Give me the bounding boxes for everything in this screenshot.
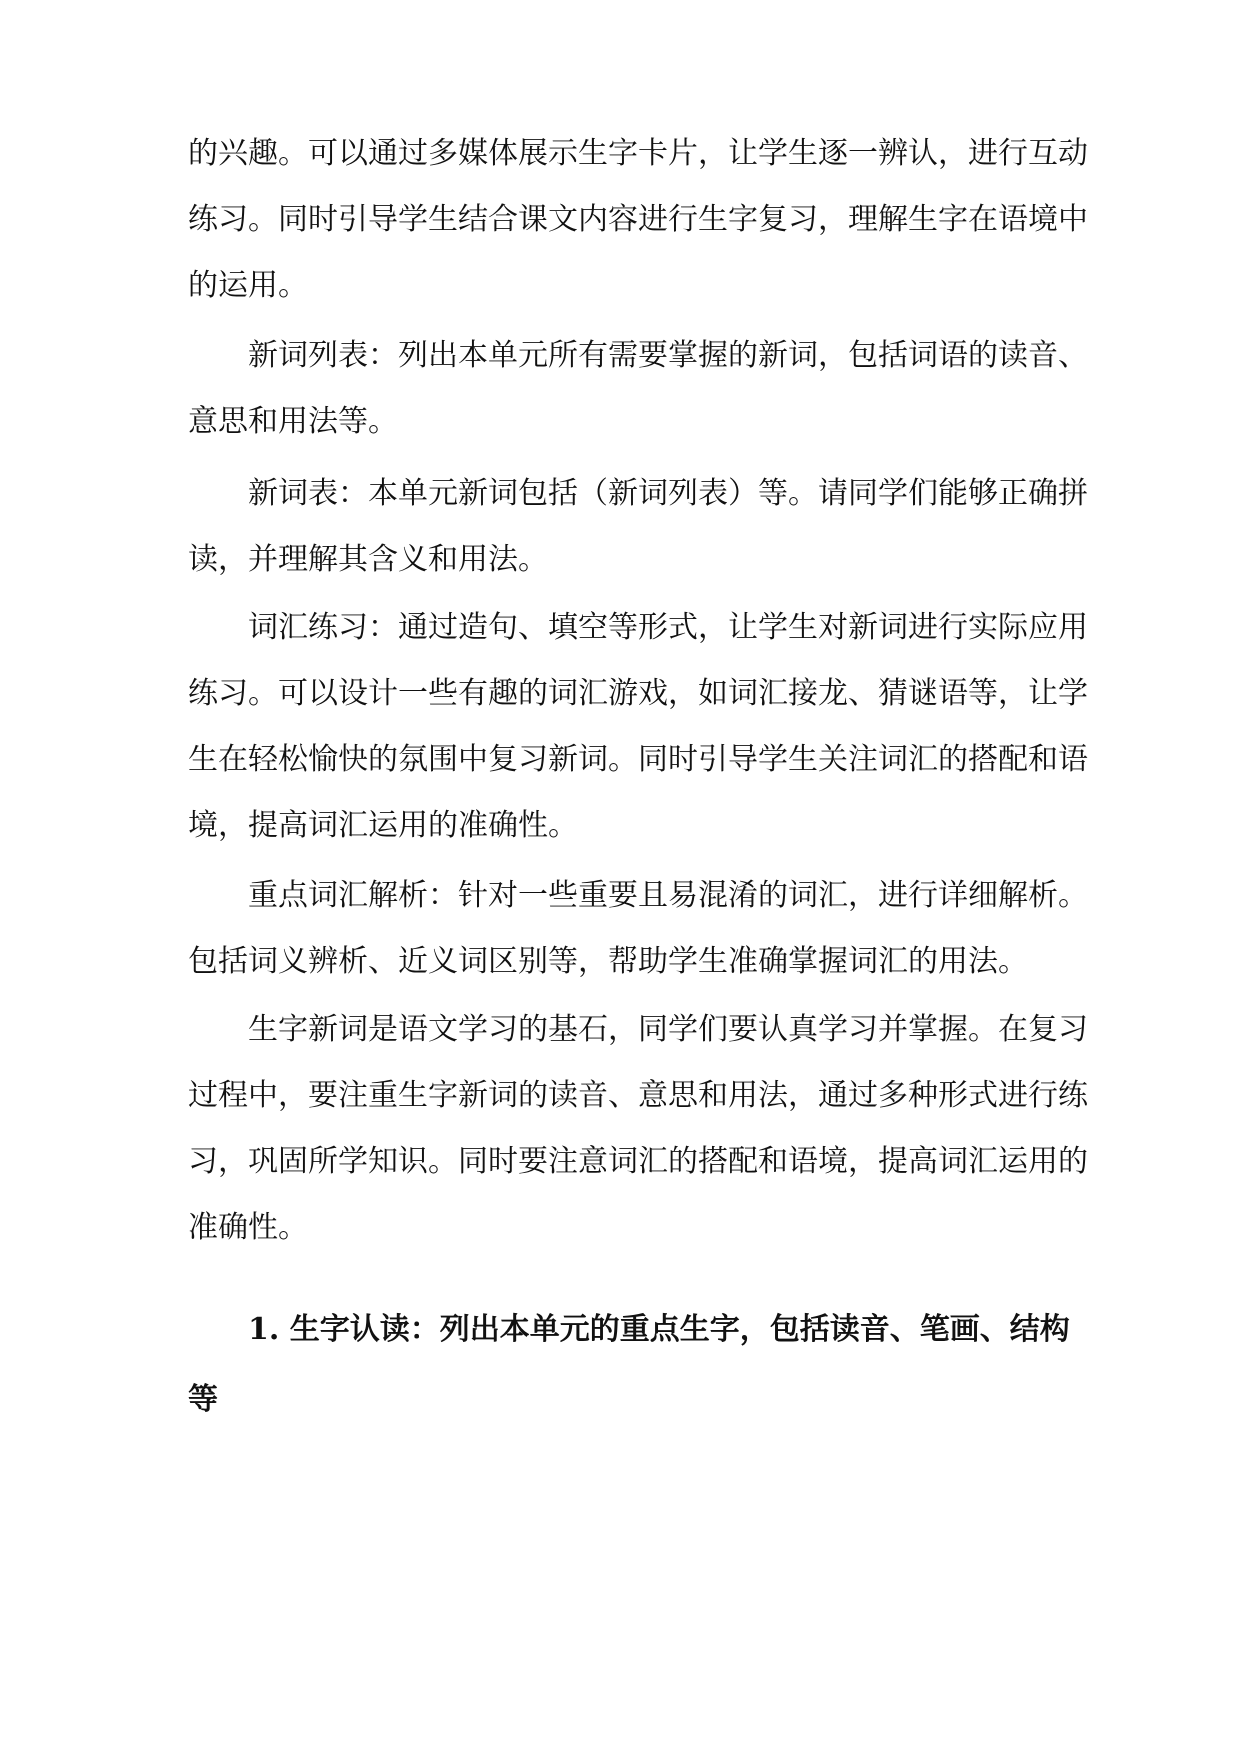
- text-line: 新词列表：列出本单元所有需要掌握的新词，包括词语的读音、: [248, 338, 1088, 373]
- text-line: 词汇练习：通过造句、填空等形式，让学生对新词进行实际应用: [248, 610, 1088, 645]
- section-heading-continued: 等: [188, 1382, 218, 1417]
- text-line: 习，巩固所学知识。同时要注意词汇的搭配和语境，提高词汇运用的: [188, 1144, 1088, 1179]
- text-line: 过程中，要注重生字新词的读音、意思和用法，通过多种形式进行练: [188, 1078, 1088, 1113]
- text-line: 意思和用法等。: [188, 404, 398, 439]
- text-line: 练习。可以设计一些有趣的词汇游戏，如词汇接龙、猜谜语等，让学: [188, 676, 1088, 711]
- text-line: 练习。同时引导学生结合课文内容进行生字复习，理解生字在语境中: [188, 202, 1088, 237]
- text-line: 读，并理解其含义和用法。: [188, 542, 548, 577]
- text-line: 准确性。: [188, 1210, 308, 1245]
- text-line: 重点词汇解析：针对一些重要且易混淆的词汇，进行详细解析。: [248, 878, 1088, 913]
- text-line: 的兴趣。可以通过多媒体展示生字卡片，让学生逐一辨认，进行互动: [188, 136, 1088, 171]
- text-line: 生字新词是语文学习的基石，同学们要认真学习并掌握。在复习: [248, 1012, 1088, 1047]
- text-line: 包括词义辨析、近义词区别等，帮助学生准确掌握词汇的用法。: [188, 944, 1028, 979]
- text-line: 的运用。: [188, 268, 308, 303]
- text-line: 新词表：本单元新词包括（新词列表）等。请同学们能够正确拼: [248, 476, 1088, 511]
- text-line: 境，提高词汇运用的准确性。: [188, 808, 578, 843]
- section-heading: 1. 生字认读：列出本单元的重点生字，包括读音、笔画、结构: [248, 1312, 1070, 1347]
- text-line: 生在轻松愉快的氛围中复习新词。同时引导学生关注词汇的搭配和语: [188, 742, 1088, 777]
